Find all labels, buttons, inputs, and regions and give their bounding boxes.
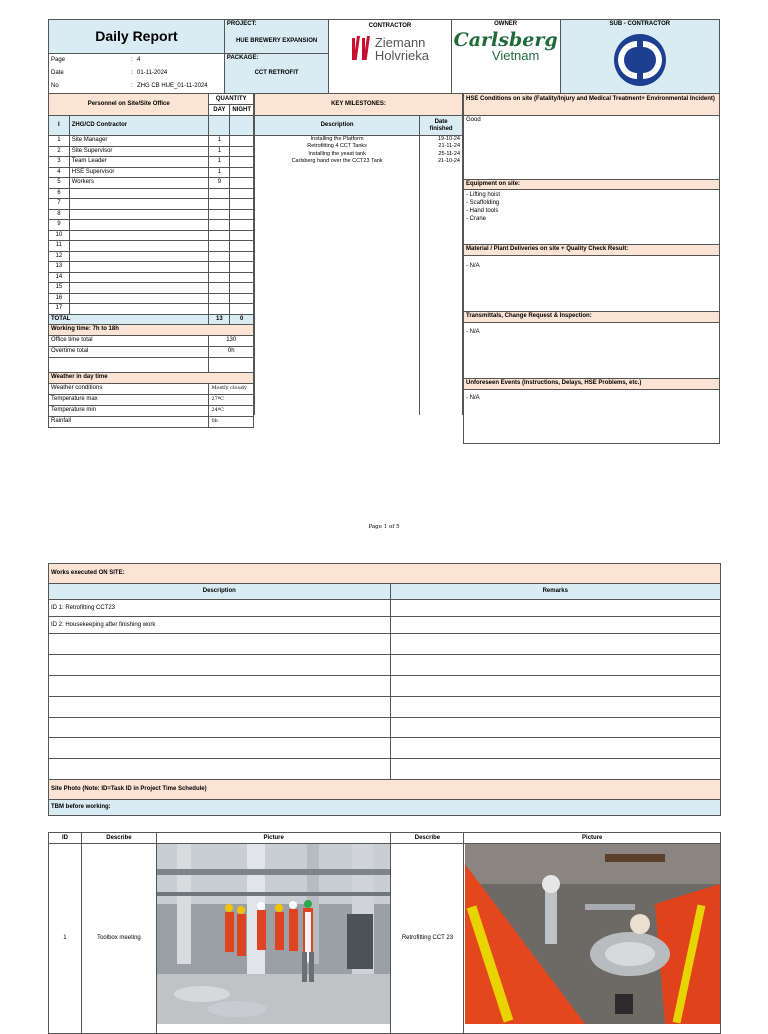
milestone-row-desc: [255, 197, 420, 207]
personnel-row-name: [69, 272, 209, 283]
milestone-row: [255, 301, 463, 311]
weather-row: [49, 405, 254, 416]
personnel-row: [49, 146, 254, 157]
works-row-desc: [49, 634, 391, 655]
owner-label: OWNER: [494, 21, 518, 27]
contractor-label: CONTRACTOR: [368, 23, 412, 29]
milestone-row-date: [420, 353, 463, 363]
weather-row-label: Rainfall: [49, 416, 209, 427]
carlsberg-logo-line2: Vietnam: [491, 47, 540, 63]
ziemann-logo-icon: [351, 36, 373, 62]
personnel-row-day: 1: [209, 136, 230, 147]
personnel-row-name: [69, 241, 209, 252]
personnel-row-number: 5: [49, 178, 70, 189]
weather-row-label: Weather conditions: [49, 383, 209, 394]
office-time-value: 130: [209, 335, 254, 346]
personnel-row-number: 16: [49, 293, 70, 304]
works-row-remark: [390, 600, 720, 617]
milestone-row-desc: [255, 259, 420, 269]
contractor-cell: [329, 20, 451, 94]
equipment-list: [464, 190, 719, 245]
works-row: [49, 717, 721, 738]
personnel-row-name: [69, 209, 209, 220]
milestone-row-date: [420, 259, 463, 269]
milestone-row-desc: Installing the Platform: [255, 136, 420, 144]
subcontractor-cell: [560, 20, 719, 94]
personnel-row-number: 11: [49, 241, 70, 252]
works-row: [49, 600, 721, 617]
milestone-row: [255, 151, 463, 159]
equipment-item: - Crane: [466, 216, 487, 222]
milestone-row-date: [420, 363, 463, 373]
works-row: [49, 696, 721, 717]
equipment-item: - Hand tools: [466, 208, 499, 214]
milestone-row-desc: [255, 280, 420, 290]
weather-rows: [49, 383, 254, 427]
milestone-row-desc: [255, 290, 420, 300]
weather-row-label: Temperature min: [49, 405, 209, 416]
photo-col-describe: Describe: [81, 833, 156, 844]
personnel-row: [49, 272, 254, 283]
personnel-row-day: [209, 293, 230, 304]
carlsberg-logo-line1: Carlsberg: [453, 28, 558, 51]
personnel-row-day: [209, 251, 230, 262]
personnel-row: [49, 293, 254, 304]
personnel-heading: Personnel on Site/Site Office: [49, 94, 209, 116]
weather-row-value: 24ºC: [209, 405, 254, 416]
milestone-row: [255, 269, 463, 279]
personnel-row-day: 1: [209, 167, 230, 178]
milestone-row-date: [420, 269, 463, 279]
milestone-row-date: [420, 280, 463, 290]
works-row-remark: [390, 617, 720, 634]
tbm-heading: TBM before working:: [49, 800, 721, 816]
photo-col-describe2: Describe: [391, 833, 464, 844]
milestone-row-date: 21-11-24: [420, 143, 463, 151]
ziemann-logo-line1: Ziemann: [374, 34, 426, 50]
personnel-row-day: 1: [209, 157, 230, 168]
milestone-row-date: [420, 238, 463, 248]
milestone-row: [255, 384, 463, 394]
total-day: 13: [209, 314, 230, 324]
milestone-row-date: [420, 301, 463, 311]
subcontractor-label: SUB - CONTRACTOR: [609, 21, 671, 27]
personnel-row-day: [209, 230, 230, 241]
personnel-row-name: Workers: [69, 178, 209, 189]
milestone-row-date: 21-10-24: [420, 158, 463, 166]
unforeseen-heading: Unforeseen Events (Instructions, Delays, HSE Problems, etc.): [464, 379, 719, 390]
weather-row-value: Mostly cloudy: [209, 383, 254, 394]
personnel-row-name: [69, 283, 209, 294]
photo-col-picture: Picture: [156, 833, 391, 844]
works-row-desc: ID 2: Housekeeping after finishing work: [49, 617, 391, 634]
personnel-row-day: [209, 272, 230, 283]
no-label: No: [51, 83, 59, 90]
personnel-row-number: 1: [49, 136, 70, 147]
personnel-row-night: [230, 220, 254, 231]
hse-value: Good: [464, 116, 719, 180]
milestone-row: [255, 197, 463, 207]
milestone-row: [255, 259, 463, 269]
personnel-row-night: [230, 199, 254, 210]
milestone-row-desc: [255, 166, 420, 176]
unforeseen-value: - N/A: [466, 395, 480, 401]
milestone-row-date: [420, 228, 463, 238]
personnel-row-name: Site Supervisor: [69, 146, 209, 157]
package-cell: [224, 54, 328, 94]
milestone-desc-label: Description: [255, 116, 420, 136]
milestone-row-desc: [255, 228, 420, 238]
milestone-row: [255, 394, 463, 404]
milestone-date-label-1: Date: [434, 118, 448, 125]
milestone-row-desc: [255, 176, 420, 186]
milestone-row: [255, 280, 463, 290]
milestone-row: [255, 143, 463, 151]
personnel-row-number: 17: [49, 304, 70, 315]
working-time-heading: Working time: 7h to 18h: [49, 324, 254, 335]
milestone-row-date: [420, 176, 463, 186]
report-title: Daily Report: [49, 20, 225, 54]
weather-row: [49, 394, 254, 405]
personnel-row: [49, 283, 254, 294]
personnel-row-name: [69, 251, 209, 262]
personnel-row-name: HSE Supervisor: [69, 167, 209, 178]
works-row: [49, 654, 721, 675]
personnel-row-day: 1: [209, 146, 230, 157]
milestone-row-date: [420, 186, 463, 196]
milestone-row-desc: Installing the yeast tank: [255, 151, 420, 159]
right-column: [463, 93, 720, 444]
date-colon: :: [131, 70, 133, 77]
owner-cell: [451, 20, 560, 94]
milestone-row: [255, 373, 463, 383]
personnel-row-night: [230, 157, 254, 168]
personnel-table: [48, 93, 254, 428]
works-row-desc: ID 1: Retrofitting CCT23: [49, 600, 391, 617]
milestone-date-label: [420, 116, 463, 136]
personnel-row-name: Team Leader: [69, 157, 209, 168]
personnel-row-day: [209, 241, 230, 252]
photo-col-picture2: Picture: [464, 833, 721, 844]
personnel-row-day: 9: [209, 178, 230, 189]
ziemann-logo: [331, 36, 448, 62]
personnel-row-day: [209, 199, 230, 210]
milestone-row-date: [420, 207, 463, 217]
personnel-row-number: 14: [49, 272, 70, 283]
no-value: ZHG CB HUE_01-11-2024: [137, 83, 208, 90]
personnel-row: [49, 230, 254, 241]
date-value: 01-11-2024: [137, 70, 168, 77]
project-label: PROJECT:: [226, 21, 257, 27]
milestone-row-date: 19-10-24: [420, 136, 463, 144]
personnel-row-number: 3: [49, 157, 70, 168]
milestone-row: [255, 332, 463, 342]
personnel-row-night: [230, 136, 254, 147]
personnel-row-name: [69, 199, 209, 210]
milestone-row: [255, 217, 463, 227]
works-row-desc: [49, 759, 391, 780]
milestone-row-desc: [255, 394, 420, 404]
milestone-row: [255, 207, 463, 217]
package-value: CCT RETROFIT: [254, 69, 299, 76]
milestones-table: [254, 93, 463, 415]
milestone-row-date: [420, 373, 463, 383]
works-row-remark: [390, 717, 720, 738]
personnel-row-night: [230, 167, 254, 178]
personnel-row-night: [230, 188, 254, 199]
works-row: [49, 617, 721, 634]
works-row-remark: [390, 759, 720, 780]
material-heading: Material / Plant Deliveries on site + Quality Check Result:: [464, 245, 719, 256]
milestone-row-date: [420, 249, 463, 259]
retrofitting-photo: [465, 844, 720, 1024]
personnel-row-number: 7: [49, 199, 70, 210]
personnel-row-number: 10: [49, 230, 70, 241]
date-label: Date: [51, 70, 64, 77]
page-colon: :: [131, 57, 133, 64]
photo-row-describe2: Retrofitting CCT 23: [391, 844, 464, 1034]
personnel-row-number: 9: [49, 220, 70, 231]
personnel-row-day: [209, 283, 230, 294]
milestone-row-desc: [255, 249, 420, 259]
milestone-row-date: [420, 342, 463, 352]
milestone-row: [255, 311, 463, 321]
carlsberg-logo: [454, 30, 558, 62]
personnel-row-number: 4: [49, 167, 70, 178]
milestone-row: [255, 290, 463, 300]
milestone-row: [255, 228, 463, 238]
weather-row: [49, 416, 254, 427]
milestone-row-desc: [255, 373, 420, 383]
works-row-desc: [49, 675, 391, 696]
milestone-row-date: [420, 311, 463, 321]
works-row: [49, 738, 721, 759]
personnel-rows: [49, 136, 254, 315]
milestone-row-desc: [255, 384, 420, 394]
milestone-row-desc: [255, 269, 420, 279]
personnel-row: [49, 199, 254, 210]
cd-logo-icon: [612, 32, 668, 88]
works-row-remark: [390, 675, 720, 696]
personnel-row-day: [209, 262, 230, 273]
works-row-remark: [390, 696, 720, 717]
personnel-row: [49, 220, 254, 231]
weather-heading: Weather in day time: [49, 372, 254, 383]
page-value: 4: [137, 57, 141, 64]
personnel-row-number: 13: [49, 262, 70, 273]
milestone-row-desc: [255, 238, 420, 248]
personnel-row-night: [230, 304, 254, 315]
works-remarks-label: Remarks: [390, 584, 720, 600]
page-footer: Page 1 of 5: [368, 524, 400, 530]
personnel-row-name: Site Manager: [69, 136, 209, 147]
works-row-desc: [49, 717, 391, 738]
personnel-row-night: [230, 209, 254, 220]
milestone-row: [255, 136, 463, 144]
milestone-row-date: [420, 404, 463, 414]
milestone-row: [255, 342, 463, 352]
milestone-row-desc: [255, 311, 420, 321]
personnel-row-day: [209, 304, 230, 315]
equipment-item: - Lifting hoist: [466, 192, 501, 198]
hse-heading: HSE Conditions on site (Fatality/Injury and Medical Treatment+ Environmental Incident): [464, 94, 719, 116]
personnel-row-name: [69, 220, 209, 231]
milestone-row: [255, 158, 463, 166]
col-i-label: I: [49, 116, 70, 136]
photo-row-id: 1: [49, 844, 82, 1034]
weather-row-label: Temperature max: [49, 394, 209, 405]
works-row: [49, 634, 721, 655]
personnel-row-night: [230, 146, 254, 157]
personnel-row-night: [230, 283, 254, 294]
overtime-value: 0h: [209, 346, 254, 357]
milestones-heading: KEY MILESTONES:: [255, 94, 463, 116]
personnel-row-name: [69, 293, 209, 304]
office-time-label: Office time total: [49, 335, 209, 346]
project-cell: [224, 20, 328, 54]
personnel-row-number: 12: [49, 251, 70, 262]
milestone-row-date: [420, 217, 463, 227]
package-label: PACKAGE:: [226, 55, 259, 61]
total-night: 0: [230, 314, 254, 324]
milestone-row-desc: [255, 207, 420, 217]
weather-row-value: 0h: [209, 416, 254, 427]
milestone-row: [255, 186, 463, 196]
milestone-row-desc: [255, 321, 420, 331]
milestone-row-date: [420, 394, 463, 404]
personnel-row-night: [230, 272, 254, 283]
project-value: HUE BREWERY EXPANSION: [235, 37, 318, 44]
col-contractor-label: ZHG/CD Contractor: [69, 116, 209, 136]
works-row: [49, 759, 721, 780]
personnel-row: [49, 188, 254, 199]
personnel-row-day: [209, 188, 230, 199]
milestone-row-date: [420, 166, 463, 176]
milestone-row: [255, 166, 463, 176]
personnel-row: [49, 209, 254, 220]
milestone-row-desc: [255, 217, 420, 227]
personnel-row-number: 8: [49, 209, 70, 220]
weather-row: [49, 383, 254, 394]
milestone-row: [255, 404, 463, 414]
works-row-desc: [49, 696, 391, 717]
personnel-row: [49, 262, 254, 273]
personnel-row-night: [230, 241, 254, 252]
personnel-row: [49, 157, 254, 168]
milestone-row: [255, 249, 463, 259]
photo-row-describe1: Toolbox meeting: [81, 844, 156, 1034]
page-info-cell: [49, 54, 225, 94]
material-value: - N/A: [464, 256, 719, 312]
toolbox-meeting-photo: [157, 844, 390, 1024]
photo-col-id: ID: [49, 833, 82, 844]
milestone-row-date: [420, 290, 463, 300]
milestone-row-desc: [255, 332, 420, 342]
works-row-remark: [390, 634, 720, 655]
equipment-heading: Equipment on site:: [464, 180, 719, 190]
no-colon: :: [131, 83, 133, 90]
personnel-row-number: 6: [49, 188, 70, 199]
milestone-rows: [255, 136, 463, 415]
personnel-row-night: [230, 178, 254, 189]
personnel-row: [49, 136, 254, 147]
page-label: Page: [51, 57, 66, 64]
overtime-label: Overtime total: [49, 346, 209, 357]
milestone-row: [255, 176, 463, 186]
milestone-row: [255, 238, 463, 248]
milestone-row-desc: Retrofitting 4 CCT Tanks: [255, 143, 420, 151]
milestone-row-desc: [255, 363, 420, 373]
day-label: DAY: [209, 105, 230, 116]
milestone-row-date: [420, 332, 463, 342]
personnel-row-name: [69, 262, 209, 273]
personnel-row: [49, 178, 254, 189]
works-desc-label: Description: [49, 584, 391, 600]
transmittals-heading: Transmittals, Change Request & Inspection:: [464, 312, 719, 323]
personnel-row-number: 2: [49, 146, 70, 157]
works-row-desc: [49, 738, 391, 759]
works-row-remark: [390, 738, 720, 759]
milestone-row-desc: [255, 353, 420, 363]
personnel-row-night: [230, 230, 254, 241]
personnel-row: [49, 251, 254, 262]
milestone-row-date: [420, 384, 463, 394]
personnel-row-number: 15: [49, 283, 70, 294]
photo-heading: Site Photo (Note: ID=Task ID in Project Time Schedule): [49, 780, 721, 800]
milestone-row-desc: Carlsberg hand over the CCT23 Tank: [255, 158, 420, 166]
total-label: TOTAL: [49, 314, 209, 324]
milestone-row-desc: [255, 186, 420, 196]
personnel-row-night: [230, 262, 254, 273]
equipment-item: - Scaffolding: [466, 200, 500, 206]
personnel-row-name: [69, 230, 209, 241]
milestone-row: [255, 353, 463, 363]
works-heading: Works executed ON SITE:: [49, 564, 721, 584]
milestone-row-date: 25-11-24: [420, 151, 463, 159]
works-rows: [49, 600, 721, 780]
personnel-row: [49, 304, 254, 315]
quantity-label: QUANTITY: [209, 94, 254, 105]
transmittals-value: - N/A: [464, 323, 719, 379]
milestone-row-desc: [255, 301, 420, 311]
ziemann-logo-line2: Holvrieka: [374, 47, 430, 63]
milestone-row: [255, 321, 463, 331]
personnel-row: [49, 167, 254, 178]
personnel-row-night: [230, 251, 254, 262]
header-table: [48, 19, 720, 94]
milestone-row-desc: [255, 404, 420, 414]
personnel-row-night: [230, 293, 254, 304]
works-table: [48, 563, 721, 816]
milestone-row-desc: [255, 342, 420, 352]
works-row: [49, 675, 721, 696]
milestone-date-label-2: finished: [429, 125, 453, 132]
works-row-desc: [49, 654, 391, 675]
milestone-row-date: [420, 321, 463, 331]
weather-row-value: 27ºC: [209, 394, 254, 405]
night-label: NIGHT: [230, 105, 254, 116]
personnel-row-day: [209, 220, 230, 231]
personnel-row-day: [209, 209, 230, 220]
personnel-row-name: [69, 304, 209, 315]
milestone-row: [255, 363, 463, 373]
works-row-remark: [390, 654, 720, 675]
personnel-row: [49, 241, 254, 252]
milestone-row-date: [420, 197, 463, 207]
personnel-row-name: [69, 188, 209, 199]
